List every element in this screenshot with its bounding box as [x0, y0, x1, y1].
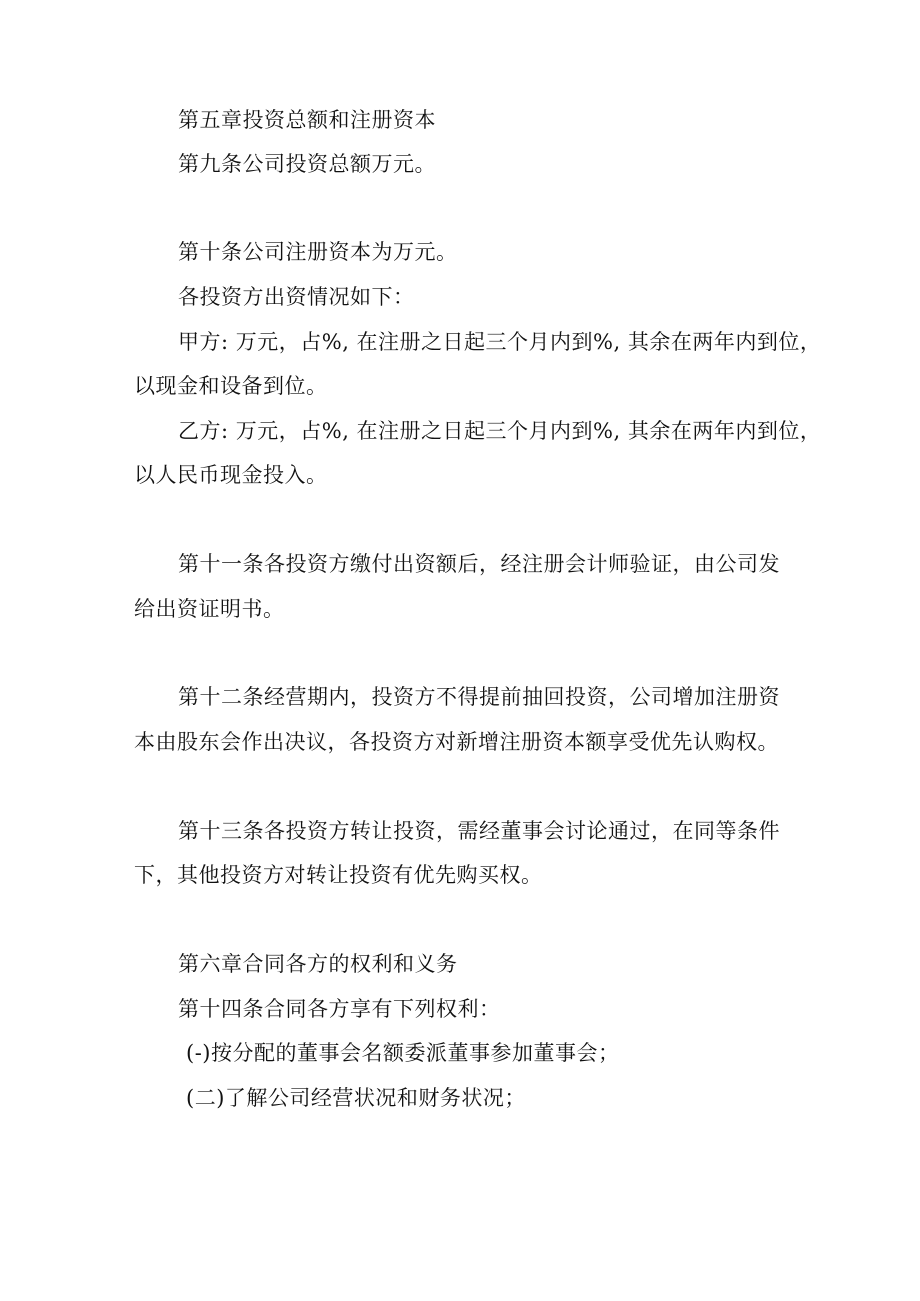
right-item-1: (-)按分配的董事会名额委派董事参加董事会；: [186, 1041, 620, 1065]
article11-line1: 第十一条各投资方缴付出资额后，经注册会计师验证，由公司发: [178, 552, 780, 576]
right-item-2: (二)了解公司经营状况和财务状况；: [186, 1086, 526, 1110]
article10-text: 第十条公司注册资本为万元。: [178, 240, 458, 264]
article13-line2: 下，其他投资方对转让投资有优先购买权。: [134, 863, 543, 887]
party-a-line1: 甲方: 万元，占%, 在注册之日起三个月内到%, 其余在两年内到位，: [178, 330, 822, 354]
article12-line2: 本由股东会作出决议，各投资方对新增注册资本额享受优先认购权。: [134, 730, 779, 754]
party-a-line2: 以现金和设备到位。: [134, 374, 328, 398]
article13-line1: 第十三条各投资方转让投资，需经董事会讨论通过，在同等条件: [178, 819, 780, 843]
article12-line1: 第十二条经营期内，投资方不得提前抽回投资，公司增加注册资: [178, 685, 780, 709]
chapter5-title: 第五章投资总额和注册资本: [178, 108, 436, 132]
party-b-line1: 乙方: 万元，占%, 在注册之日起三个月内到%, 其余在两年内到位，: [178, 419, 822, 443]
contribution-intro: 各投资方出资情况如下：: [178, 285, 415, 309]
chapter6-title: 第六章合同各方的权利和义务: [178, 952, 458, 976]
article9-text: 第九条公司投资总额万元。: [178, 152, 436, 176]
article14-text: 第十四条合同各方享有下列权利：: [178, 997, 501, 1021]
article11-line2: 给出资证明书。: [134, 597, 285, 621]
party-b-line2: 以人民币现金投入。: [134, 463, 328, 487]
